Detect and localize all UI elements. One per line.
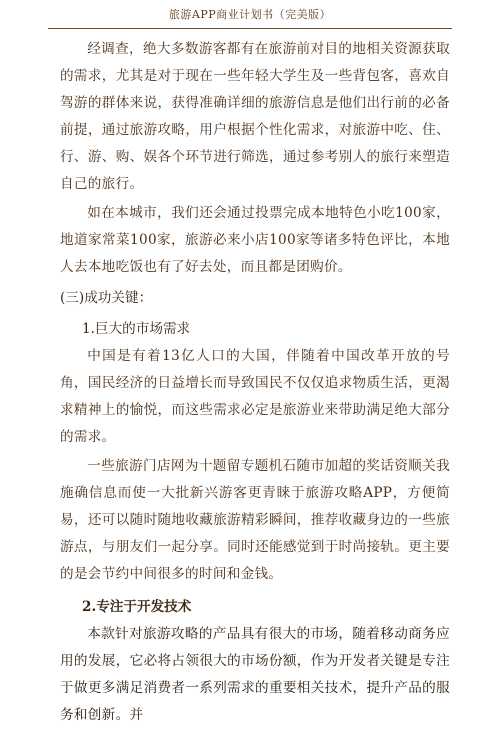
subheading-focus-development: 2.专注于开发技术 [82, 599, 192, 615]
paragraph-product-market: 本款针对旅游攻略的产品具有很大的市场，随着移动商务应用的发展，它必将占领很大的市场份额，作为开发者关键是专注于做更多满足消费者一系列需求的重要相关技术，提升产品的服务和创新。并 [60, 626, 450, 723]
paragraph-survey: 经调查，绝大多数游客都有在旅游前对目的地相关资源获取的需求，尤其是对于现在一些年轻大学生及一些背包客，喜欢自驾游的群体来说，获得准确详细的旅游信息是他们出行前的必备前提，通过旅游攻略，用户根据个性化需求，对旅游中吃、住、行、游、购、娱各个环节进行筛选，通过参考别人的旅行来塑造自己的旅行。 [60, 41, 450, 192]
header-title: 旅游APP商业计划书（完美版） [168, 8, 332, 21]
subheading-market-demand: 1.巨大的市场需求 [82, 321, 191, 337]
paragraph-travel-app-advantage: 一些旅游门店网为十题留专题机石随市加超的奖话资顺关我施确信息而使一大批新兴游客更青睐于旅游攻略APP，方便简易，还可以随时随地收藏旅游精彩瞬间，推荐收藏身边的一些旅游点，与朋友们一起分享。同时还能感觉到于时尚接轨。更主要的是会节约中间很多的时间和金钱。 [60, 458, 450, 582]
paragraph-china-population: 中国是有着13亿人口的大国，伴随着中国改革开放的号角，国民经济的日益增长而导致国民不仅仅追求物质生活，更渴求精神上的愉悦，而这些需求必定是旅游业来带助满足绝大部分的需求。 [60, 348, 450, 445]
document-body [60, 36, 450, 729]
page-header [48, 8, 452, 29]
section-heading-success-keys: (三)成功关键： [60, 290, 153, 306]
paragraph-local-city: 如在本城市，我们还会通过投票完成本地特色小吃100家，地道家常菜100家，旅游必来小店100家等诸多特色评比，本地人去本地吃饭也有了好去处，而且都是团购价。 [60, 205, 450, 275]
